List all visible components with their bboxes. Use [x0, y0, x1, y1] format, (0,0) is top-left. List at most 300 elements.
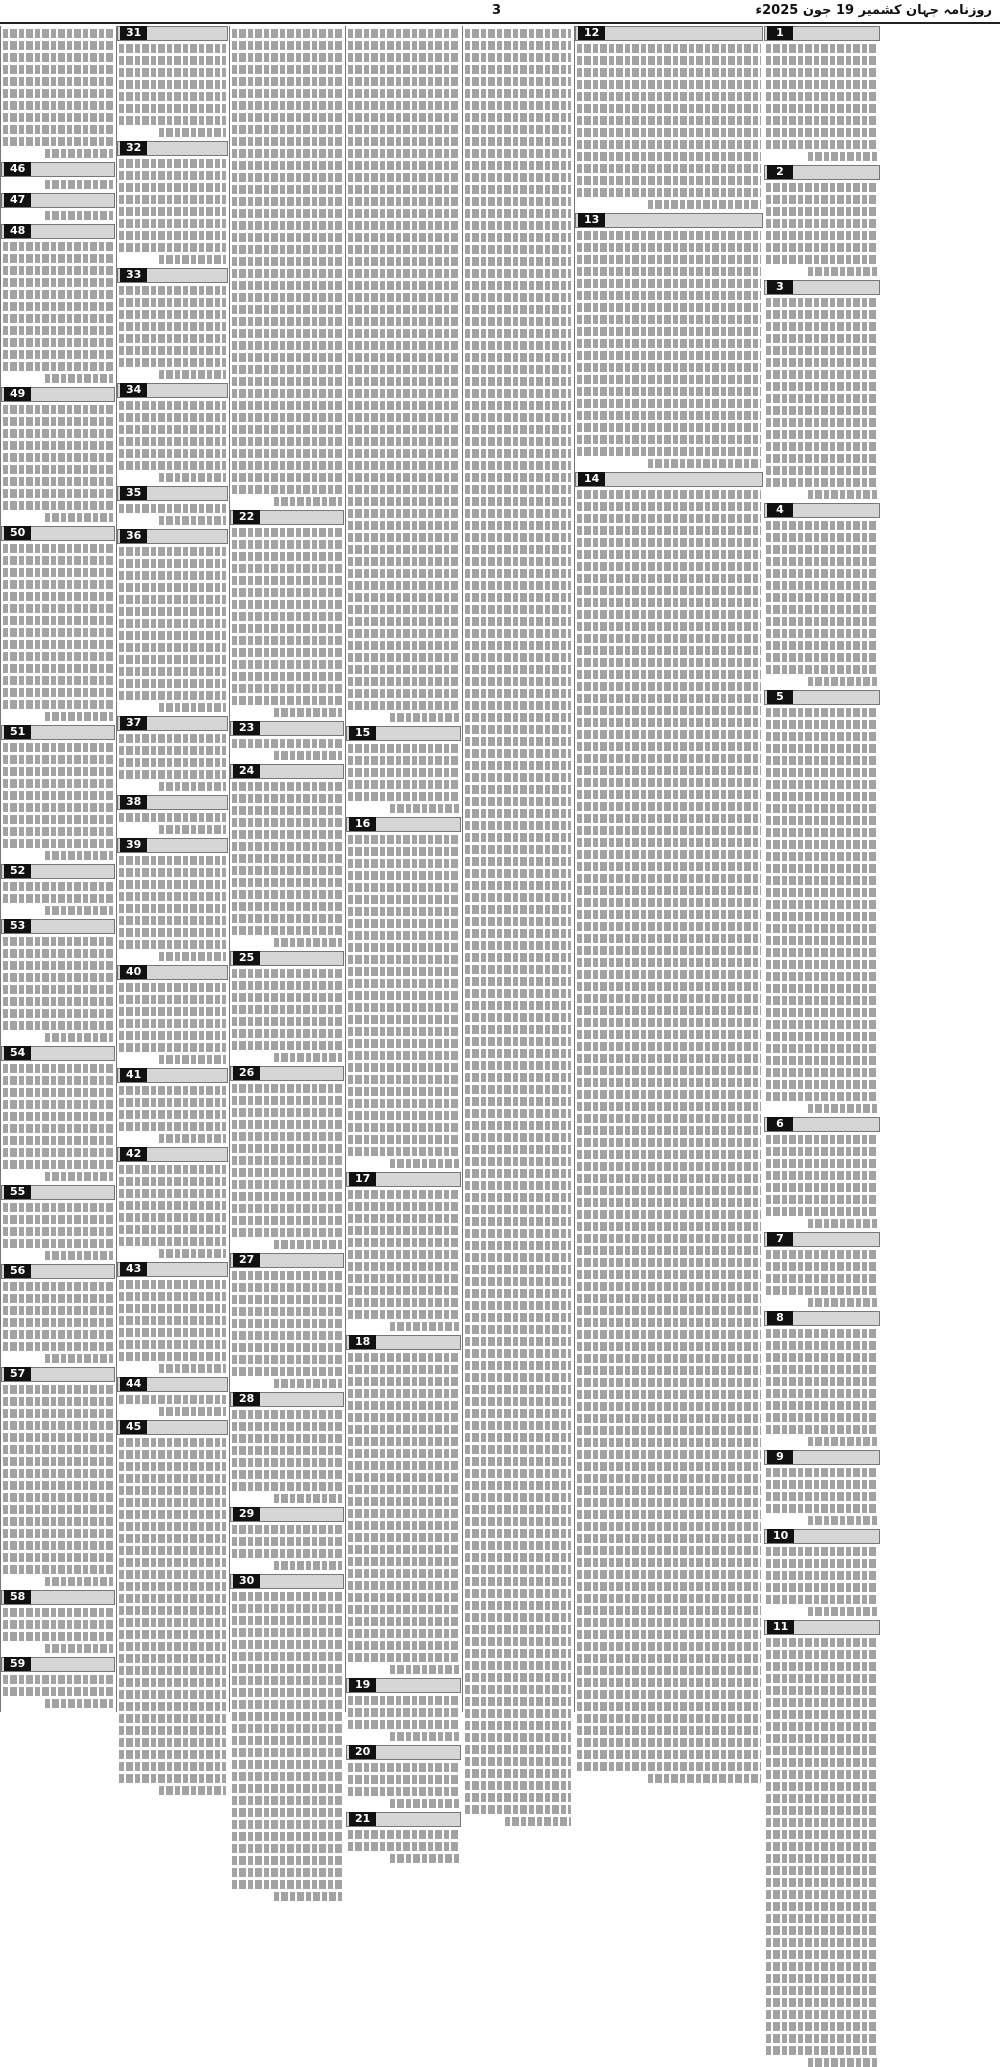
text-line	[348, 641, 459, 650]
text-line	[766, 478, 878, 487]
text-line	[232, 1228, 342, 1237]
text-line	[3, 973, 113, 982]
text-line	[577, 1726, 761, 1735]
text-line	[348, 1015, 459, 1024]
text-line	[45, 211, 113, 220]
text-line	[45, 180, 113, 189]
text-line	[465, 233, 571, 242]
text-line	[119, 1570, 226, 1579]
text-line	[465, 185, 571, 194]
text-line	[577, 598, 761, 607]
item-number: 59	[4, 1657, 31, 1671]
text-line	[348, 1147, 459, 1156]
text-line	[119, 358, 226, 367]
text-line	[119, 1738, 226, 1747]
text-line	[465, 521, 571, 530]
text-line	[577, 946, 761, 955]
text-line	[232, 401, 342, 410]
item-text-block	[1, 29, 115, 158]
text-line	[577, 1282, 761, 1291]
text-line	[577, 1114, 761, 1123]
item-number: 36	[120, 529, 147, 543]
text-line	[465, 1805, 571, 1814]
text-line	[348, 1509, 459, 1518]
text-line	[465, 953, 571, 962]
text-line	[766, 44, 878, 53]
text-line	[348, 931, 459, 940]
text-line	[577, 1258, 761, 1267]
text-line	[348, 1214, 459, 1223]
text-line	[577, 279, 761, 288]
text-line	[3, 779, 113, 788]
news-item	[764, 1529, 880, 1616]
text-line	[119, 1395, 226, 1404]
text-line	[159, 703, 226, 712]
text-line	[119, 1438, 226, 1447]
text-line	[766, 1830, 878, 1839]
text-line	[119, 1558, 226, 1567]
text-line	[159, 473, 226, 482]
text-line	[808, 1437, 878, 1446]
text-line	[3, 1342, 113, 1351]
text-line	[577, 291, 761, 300]
news-item	[230, 1066, 344, 1249]
text-line	[577, 1054, 761, 1063]
text-line	[232, 233, 342, 242]
text-line	[348, 1238, 459, 1247]
text-line	[766, 454, 878, 463]
text-line	[577, 1186, 761, 1195]
text-line	[577, 375, 761, 384]
news-column-3	[462, 26, 573, 1712]
text-line	[3, 77, 113, 86]
text-line	[348, 437, 459, 446]
text-line	[766, 708, 878, 717]
text-line	[348, 1696, 459, 1705]
text-line	[465, 989, 571, 998]
text-line	[3, 827, 113, 836]
text-line	[766, 1341, 878, 1350]
text-line	[577, 1222, 761, 1231]
text-line	[348, 665, 459, 674]
text-line	[465, 1265, 571, 1274]
text-line	[119, 1189, 226, 1198]
text-line	[232, 1120, 342, 1129]
text-line	[232, 365, 342, 374]
text-line	[348, 1545, 459, 1554]
text-line	[119, 425, 226, 434]
item-number: 22	[233, 510, 260, 524]
news-item	[764, 165, 880, 276]
text-line	[348, 425, 459, 434]
text-line	[766, 406, 878, 415]
text-line	[577, 718, 761, 727]
item-header-bar	[575, 213, 763, 228]
text-line	[766, 322, 878, 331]
text-line	[119, 1031, 226, 1040]
text-line	[119, 1522, 226, 1531]
text-line	[766, 1068, 878, 1077]
text-line	[119, 746, 226, 755]
text-line	[348, 173, 459, 182]
item-header-bar	[764, 1450, 880, 1465]
text-line	[3, 125, 113, 134]
text-line	[119, 1292, 226, 1301]
item-text-block	[230, 1410, 344, 1503]
text-line	[465, 1337, 571, 1346]
text-line	[119, 1110, 226, 1119]
text-line	[232, 389, 342, 398]
text-line	[348, 1521, 459, 1530]
text-line	[232, 161, 342, 170]
news-item	[346, 29, 461, 722]
text-line	[348, 1286, 459, 1295]
item-number: 39	[120, 838, 147, 852]
text-line	[45, 374, 113, 383]
text-line	[766, 1492, 878, 1501]
text-line	[232, 1856, 342, 1865]
text-line	[465, 1361, 571, 1370]
text-line	[808, 677, 878, 686]
item-number: 11	[767, 1620, 794, 1634]
item-number: 4	[767, 503, 793, 517]
text-line	[465, 1613, 571, 1622]
item-header-bar	[117, 1068, 228, 1083]
text-line	[465, 1325, 571, 1334]
text-line	[577, 574, 761, 583]
text-line	[465, 437, 571, 446]
item-text-block	[764, 1547, 880, 1616]
text-line	[465, 557, 571, 566]
text-line	[577, 176, 761, 185]
text-line	[766, 1866, 878, 1875]
text-line	[766, 1890, 878, 1899]
text-line	[766, 298, 878, 307]
text-line	[766, 1986, 878, 1995]
text-line	[348, 1039, 459, 1048]
text-line	[766, 1413, 878, 1422]
text-line	[577, 1510, 761, 1519]
text-line	[465, 677, 571, 686]
text-line	[119, 80, 226, 89]
text-line	[766, 1746, 878, 1755]
news-item	[117, 795, 228, 834]
text-line	[3, 1306, 113, 1315]
text-line	[119, 571, 226, 580]
text-line	[3, 1675, 113, 1684]
text-line	[159, 1364, 226, 1373]
text-line	[3, 137, 113, 146]
item-text-block	[764, 521, 880, 686]
text-line	[3, 113, 113, 122]
item-header-bar	[230, 1066, 344, 1081]
text-line	[232, 1005, 342, 1014]
text-line	[766, 665, 878, 674]
text-line	[232, 53, 342, 62]
text-line	[3, 1529, 113, 1538]
text-line	[577, 1582, 761, 1591]
text-line	[577, 958, 761, 967]
text-line	[119, 1606, 226, 1615]
text-line	[766, 720, 878, 729]
text-line	[232, 305, 342, 314]
item-number: 16	[349, 817, 376, 831]
text-line	[465, 1469, 571, 1478]
item-text-block	[346, 1353, 461, 1674]
news-item	[1, 919, 115, 1042]
text-line	[348, 125, 459, 134]
text-line	[577, 1522, 761, 1531]
text-line	[232, 413, 342, 422]
text-line	[119, 559, 226, 568]
text-line	[348, 77, 459, 86]
text-line	[119, 940, 226, 949]
text-line	[348, 780, 459, 789]
text-line	[577, 80, 761, 89]
item-number: 1	[767, 26, 793, 40]
text-line	[3, 350, 113, 359]
text-line	[465, 641, 571, 650]
text-line	[232, 878, 342, 887]
text-line	[348, 689, 459, 698]
text-line	[159, 782, 226, 791]
item-header-bar	[346, 1812, 461, 1827]
item-text-block	[117, 1280, 228, 1373]
text-line	[119, 195, 226, 204]
text-line	[465, 809, 571, 818]
text-line	[232, 624, 342, 633]
text-line	[348, 365, 459, 374]
text-line	[577, 994, 761, 1003]
news-item	[764, 1117, 880, 1228]
item-number: 53	[4, 919, 31, 933]
text-line	[348, 1720, 459, 1729]
item-header-bar	[764, 280, 880, 295]
text-line	[766, 418, 878, 427]
text-line	[577, 1738, 761, 1747]
text-line	[348, 677, 459, 686]
text-line	[766, 2046, 878, 2055]
text-line	[465, 1313, 571, 1322]
text-line	[274, 1892, 342, 1901]
news-item	[1, 1367, 115, 1586]
text-line	[465, 113, 571, 122]
text-line	[3, 1148, 113, 1157]
text-line	[577, 910, 761, 919]
item-number: 21	[349, 1812, 376, 1826]
text-line	[648, 1774, 761, 1783]
item-text-block	[117, 1438, 228, 1795]
text-line	[3, 743, 113, 752]
text-line	[348, 353, 459, 362]
text-line	[577, 1090, 761, 1099]
text-line	[766, 1686, 878, 1695]
text-line	[766, 1818, 878, 1827]
text-line	[577, 1306, 761, 1315]
text-line	[348, 1557, 459, 1566]
text-line	[465, 1073, 571, 1082]
text-line	[232, 854, 342, 863]
news-item	[230, 1392, 344, 1503]
text-line	[348, 919, 459, 928]
text-line	[3, 1136, 113, 1145]
text-line	[232, 1470, 342, 1479]
text-line	[577, 327, 761, 336]
text-line	[159, 128, 226, 137]
text-line	[232, 576, 342, 585]
text-line	[465, 917, 571, 926]
text-line	[766, 996, 878, 1005]
text-line	[465, 1457, 571, 1466]
text-line	[465, 1301, 571, 1310]
text-line	[766, 768, 878, 777]
text-line	[465, 329, 571, 338]
text-line	[348, 907, 459, 916]
text-line	[119, 243, 226, 252]
text-line	[465, 1589, 571, 1598]
item-header-bar	[1, 526, 115, 541]
item-number: 20	[349, 1745, 376, 1759]
text-line	[766, 569, 878, 578]
text-line	[232, 293, 342, 302]
text-line	[274, 1494, 342, 1503]
text-line	[3, 985, 113, 994]
text-line	[119, 171, 226, 180]
text-line	[465, 1721, 571, 1730]
text-line	[348, 1353, 459, 1362]
item-text-block	[764, 298, 880, 499]
text-line	[119, 734, 226, 743]
item-text-block	[1, 1385, 115, 1586]
text-line	[119, 231, 226, 240]
text-line	[348, 29, 459, 38]
news-item	[117, 716, 228, 791]
text-line	[348, 1190, 459, 1199]
text-line	[348, 221, 459, 230]
text-line	[348, 1389, 459, 1398]
text-line	[577, 1594, 761, 1603]
text-line	[577, 730, 761, 739]
text-line	[3, 1009, 113, 1018]
news-item	[117, 383, 228, 482]
news-item	[230, 1507, 344, 1570]
item-header-bar	[346, 1335, 461, 1350]
text-line	[274, 708, 342, 717]
text-line	[232, 926, 342, 935]
text-line	[465, 605, 571, 614]
text-line	[577, 1378, 761, 1387]
text-line	[465, 1637, 571, 1646]
text-line	[3, 839, 113, 848]
item-number: 28	[233, 1392, 260, 1406]
text-line	[3, 894, 113, 903]
page-number: 3	[492, 3, 502, 18]
news-item	[117, 1420, 228, 1795]
text-line	[465, 221, 571, 230]
item-header-bar	[1, 725, 115, 740]
text-line	[3, 1215, 113, 1224]
text-line	[3, 616, 113, 625]
text-line	[390, 1732, 459, 1741]
text-line	[465, 485, 571, 494]
text-line	[3, 1112, 113, 1121]
item-text-block	[230, 782, 344, 947]
item-header-bar	[1, 162, 115, 177]
news-item	[575, 472, 763, 1783]
text-line	[45, 906, 113, 915]
text-line	[3, 961, 113, 970]
text-line	[232, 1283, 342, 1292]
text-line	[766, 466, 878, 475]
text-line	[808, 1607, 878, 1616]
text-line	[465, 1649, 571, 1658]
item-text-block	[346, 1763, 461, 1808]
text-line	[465, 1661, 571, 1670]
text-line	[3, 302, 113, 311]
text-line	[348, 701, 459, 710]
text-line	[766, 358, 878, 367]
text-line	[119, 159, 226, 168]
item-header-bar	[230, 764, 344, 779]
text-line	[348, 1842, 459, 1851]
text-line	[232, 77, 342, 86]
item-header-bar	[764, 165, 880, 180]
item-number: 18	[349, 1335, 376, 1349]
text-line	[232, 794, 342, 803]
news-item	[1, 1264, 115, 1363]
text-line	[3, 592, 113, 601]
news-item	[764, 26, 880, 161]
text-line	[3, 1421, 113, 1430]
text-line	[119, 104, 226, 113]
text-line	[119, 892, 226, 901]
item-number: 40	[120, 965, 147, 979]
news-item	[764, 690, 880, 1113]
text-line	[577, 970, 761, 979]
text-line	[577, 1198, 761, 1207]
item-text-block	[117, 813, 228, 834]
text-line	[766, 1734, 878, 1743]
item-header-bar	[230, 1574, 344, 1589]
text-line	[766, 1480, 878, 1489]
item-number: 49	[4, 387, 31, 401]
text-line	[232, 600, 342, 609]
item-number: 45	[120, 1420, 147, 1434]
text-line	[232, 245, 342, 254]
item-number: 35	[120, 486, 147, 500]
text-line	[577, 850, 761, 859]
text-line	[119, 219, 226, 228]
text-line	[577, 1210, 761, 1219]
text-line	[45, 1251, 113, 1260]
item-header-bar	[764, 1311, 880, 1326]
text-line	[766, 195, 878, 204]
text-line	[766, 1974, 878, 1983]
text-line	[119, 758, 226, 767]
text-line	[119, 504, 226, 513]
text-line	[232, 1616, 342, 1625]
text-line	[119, 56, 226, 65]
text-line	[348, 545, 459, 554]
text-line	[232, 1664, 342, 1673]
text-line	[577, 658, 761, 667]
item-text-block	[117, 547, 228, 712]
text-line	[119, 1750, 226, 1759]
item-text-block	[230, 969, 344, 1062]
news-item	[117, 486, 228, 525]
text-line	[348, 744, 459, 753]
news-item	[117, 838, 228, 961]
